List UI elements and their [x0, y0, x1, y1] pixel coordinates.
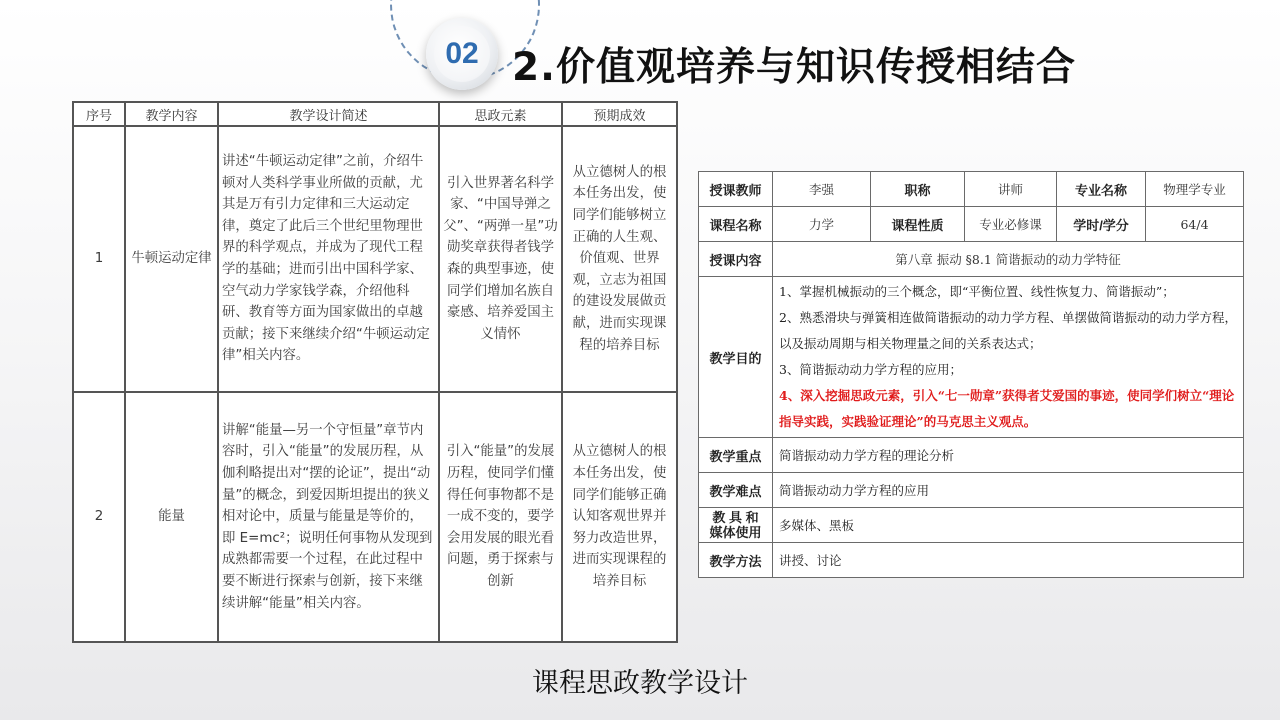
table-row [699, 207, 1244, 242]
header-design: 教学设计简述 [218, 102, 439, 126]
major-value: 物理学专业 [1146, 172, 1244, 207]
table-row [699, 508, 1244, 543]
table-row [699, 473, 1244, 508]
objective-label: 教学目的 [699, 277, 773, 438]
table-row [73, 392, 677, 642]
title-value: 讲师 [965, 172, 1057, 207]
row-no: 1 [73, 126, 125, 392]
row-element: 引入世界著名科学家、“中国导弹之父”、“两弹一星”功勋奖章获得者钱学森的典型事迹，使同学们增加名族自豪感、培养爱国主义情怀 [439, 126, 562, 392]
row-design: 讲解“能量—另一个守恒量”章节内容时，引入“能量”的发展历程，从伽利略提出对“摆的论证”，提出“动量”的概念，到爱因斯坦提出的狭义相对论中，质量与能量是等价的，即 E=mc²；说明任何事物从发现到成熟都需要一个过程，在此过程中要不断进行探索与创新，接下来继续讲解“能量”相关内容。 [218, 392, 439, 642]
row-no: 2 [73, 392, 125, 642]
topic-label: 授课内容 [699, 242, 773, 277]
objective-item: 3、简谐振动动力学方程的应用； [779, 362, 962, 377]
method-label: 教学方法 [699, 543, 773, 578]
table-row [699, 242, 1244, 277]
header-outcome: 预期成效 [562, 102, 677, 126]
table-row [699, 277, 1244, 438]
slide-caption: 课程思政教学设计 [532, 668, 748, 699]
table-row [699, 172, 1244, 207]
difficult-value: 简谐振动动力学方程的应用 [773, 473, 1244, 508]
row-content: 能量 [125, 392, 218, 642]
row-outcome: 从立德树人的根本任务出发，使同学们能够树立正确的人生观、价值观、世界观，立志为祖国的建设发展做贡献，进而实现课程的培养目标 [562, 126, 677, 392]
lesson-plan-table-image [698, 171, 1243, 578]
objective-highlight: 4、深入挖掘思政元素，引入“七一勋章”获得者艾爱国的事迹，使同学们树立“理论指导实践，实践验证理论”的马克思主义观点。 [779, 388, 1235, 429]
nature-label: 课程性质 [871, 207, 965, 242]
hours-value: 64/4 [1146, 207, 1244, 242]
hours-label: 学时/学分 [1057, 207, 1146, 242]
row-content: 牛顿运动定律 [125, 126, 218, 392]
nature-value: 专业必修课 [965, 207, 1057, 242]
teacher-value: 李强 [773, 172, 871, 207]
difficult-label: 教学难点 [699, 473, 773, 508]
slide-title: 2.价值观培养与知识传授相结合 [512, 45, 1076, 90]
objective-item: 1、掌握机械振动的三个概念，即“平衡位置、线性恢复力、简谐振动”； [779, 284, 1175, 299]
row-design: 讲述“牛顿运动定律”之前，介绍牛顿对人类科学事业所做的贡献，尤其是万有引力定律和三大运动定律，奠定了此后三个世纪里物理世界的科学观点，并成为了现代工程学的基础；进而引出中国科学家、空气动力学家钱学森，介绍他科研、教育等方面为国家做出的卓越贡献；接下来继续介绍“牛顿运动定律”相关内容。 [218, 126, 439, 392]
major-label: 专业名称 [1057, 172, 1146, 207]
row-element: 引入“能量”的发展历程，使同学们懂得任何事物都不是一成不变的，要学会用发展的眼光看问题，勇于探索与创新 [439, 392, 562, 642]
table-header-row [73, 102, 677, 126]
key-value: 简谐振动动力学方程的理论分析 [773, 438, 1244, 473]
media-value: 多媒体、黑板 [773, 508, 1244, 543]
teaching-design-table-image [72, 101, 676, 643]
lesson-plan-table [698, 171, 1244, 578]
table-row [699, 438, 1244, 473]
key-label: 教学重点 [699, 438, 773, 473]
header-no: 序号 [73, 102, 125, 126]
objective-item: 2、熟悉滑块与弹簧相连做简谐振动的动力学方程、单摆做简谐振动的动力学方程，以及振动周期与相关物理量之间的关系表达式； [779, 310, 1237, 351]
teacher-label: 授课教师 [699, 172, 773, 207]
topic-value: 第八章 振动 §8.1 简谐振动的动力学特征 [773, 242, 1244, 277]
table-row [73, 126, 677, 392]
course-value: 力学 [773, 207, 871, 242]
table-row [699, 543, 1244, 578]
row-outcome: 从立德树人的根本任务出发，使同学们能够正确认知客观世界并努力改造世界，进而实现课程的培养目标 [562, 392, 677, 642]
header-content: 教学内容 [125, 102, 218, 126]
media-label: 教 具 和 媒体使用 [699, 508, 773, 543]
teaching-design-table [72, 101, 678, 643]
course-label: 课程名称 [699, 207, 773, 242]
title-label: 职称 [871, 172, 965, 207]
section-number: 02 [434, 26, 490, 82]
objective-list [773, 277, 1244, 438]
section-number-badge [426, 18, 498, 90]
method-value: 讲授、讨论 [773, 543, 1244, 578]
header-element: 思政元素 [439, 102, 562, 126]
